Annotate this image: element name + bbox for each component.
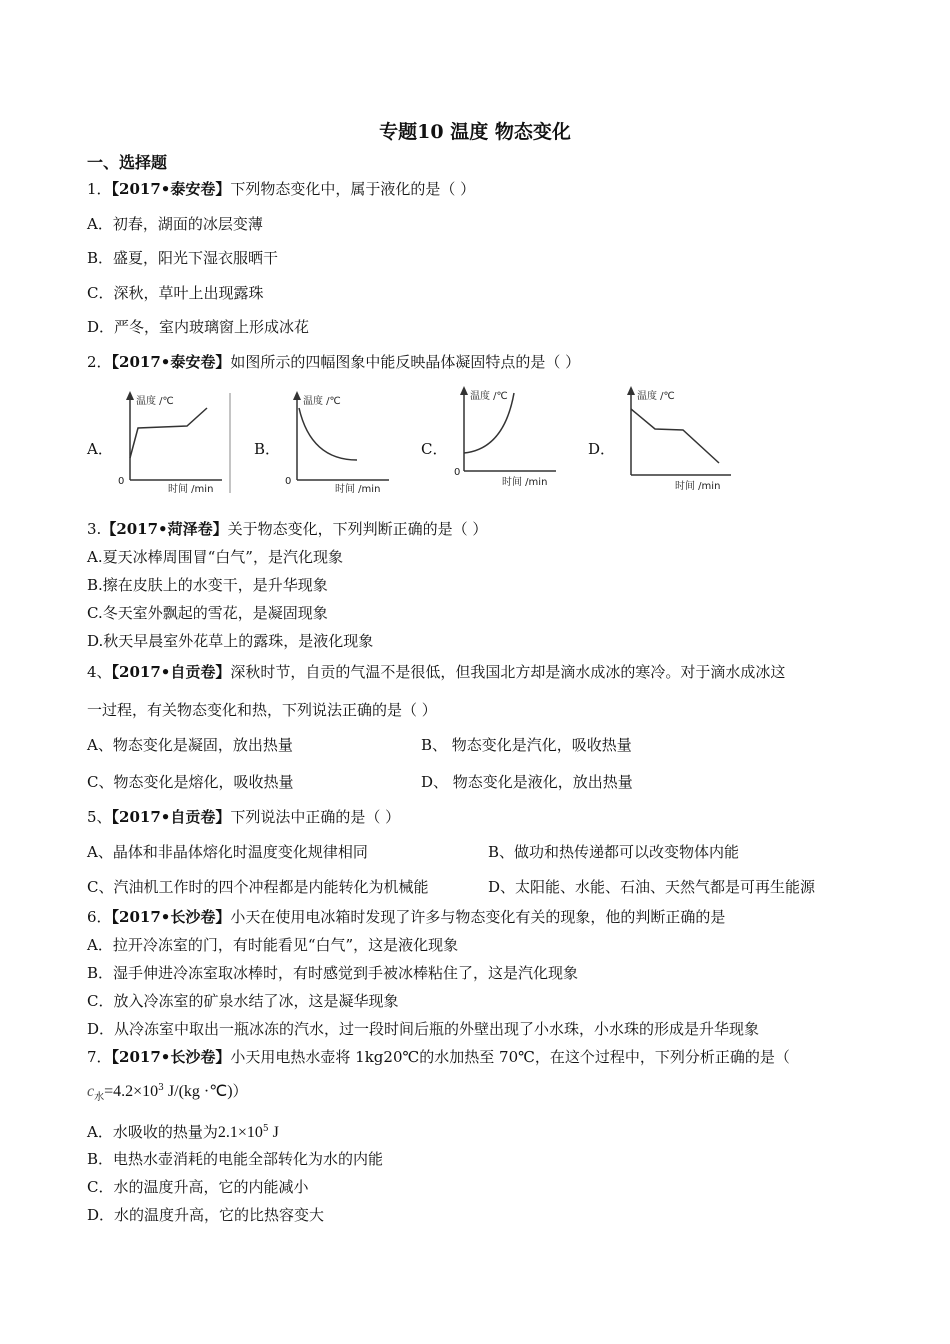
question-6-option-c: C．放入冷冻室的矿泉水结了冰，这是凝华现象 (87, 992, 399, 1010)
question-3-option-a: A.夏天冰棒周围冒“白气”，是汽化现象 (87, 548, 343, 566)
svg-text:温度 /℃: 温度 /℃ (136, 396, 174, 407)
question-2-stem: 2．【2017•泰安卷】如图所示的四幅图象中能反映晶体凝固特点的是（ ） (87, 353, 581, 371)
question-4-option-d: D、 物态变化是液化，放出热量 (421, 773, 633, 791)
question-5-stem: 5、【2017•自贡卷】下列说法中正确的是（ ） (87, 808, 401, 826)
question-4-stem: 4、【2017•自贡卷】深秋时节，自贡的气温不是很低，但我国北方却是滴水成冰的寒冷。对于滴水成冰这 (87, 663, 786, 681)
question-1-option-b: B．盛夏，阳光下湿衣服晒干 (87, 249, 279, 267)
svg-text:0: 0 (285, 476, 292, 487)
question-1-stem: 1．【2017•泰安卷】下列物态变化中，属于液化的是（ ） (87, 180, 476, 198)
question-3-stem: 3.【2017•菏泽卷】关于物态变化，下列判断正确的是（ ） (87, 520, 488, 538)
question-7-option-d: D．水的温度升高，它的比热容变大 (87, 1206, 325, 1224)
graph-b (279, 388, 399, 498)
svg-text:0: 0 (118, 476, 125, 487)
question-5-option-c: C、汽油机工作时的四个冲程都是内能转化为机械能 (87, 878, 429, 896)
svg-text:时间 /min: 时间 /min (502, 477, 548, 488)
svg-text:时间 /min: 时间 /min (168, 484, 214, 495)
graph-a (112, 388, 232, 498)
svg-text:时间 /min: 时间 /min (675, 481, 721, 492)
question-7-stem: 7．【2017•长沙卷】小天用电热水壶将 1kg20℃的水加热至 70℃，在这个过程中，下列分析正确的是（ (87, 1048, 790, 1066)
question-6-option-d: D．从冷冻室中取出一瓶冰冻的汽水，过一段时间后瓶的外壁出现了小水珠，小水珠的形成是升华现象 (87, 1020, 760, 1038)
graph-d (613, 383, 738, 495)
question-4-option-a: A、物态变化是凝固，放出热量 (87, 736, 293, 754)
graph-d-label: D． (588, 440, 616, 458)
question-4-option-b: B、 物态变化是汽化，吸收热量 (421, 736, 632, 754)
svg-text:温度 /℃: 温度 /℃ (303, 396, 341, 407)
page-title: 专题10 温度 物态变化 (379, 121, 571, 143)
question-3-option-d: D.秋天早晨室外花草上的露珠，是液化现象 (87, 632, 374, 650)
svg-text:时间 /min: 时间 /min (335, 484, 381, 495)
question-7-option-a: A．水吸收的热量为$2.1\times 10^5$ J (87, 1123, 279, 1141)
question-6-option-a: A．拉开冷冻室的门，有时能看见“白气”，这是液化现象 (87, 936, 459, 954)
question-5-option-a: A、晶体和非晶体熔化时温度变化规律相同 (87, 843, 368, 861)
question-1-option-c: C．深秋，草叶上出现露珠 (87, 284, 264, 302)
question-6-stem: 6．【2017•长沙卷】小天在使用电冰箱时发现了许多与物态变化有关的现象，他的判断正确的是 (87, 908, 726, 926)
question-3-option-b: B.擦在皮肤上的水变干，是升华现象 (87, 576, 328, 594)
graph-a-label: A． (87, 440, 113, 458)
question-1-option-d: D．严冬，室内玻璃窗上形成冰花 (87, 318, 310, 336)
question-5-option-b: B、做功和热传递都可以改变物体内能 (488, 843, 740, 861)
graph-c-label: C． (421, 440, 448, 458)
question-7-option-c: C．水的温度升高，它的内能减小 (87, 1178, 309, 1196)
svg-text:温度 /℃: 温度 /℃ (470, 391, 508, 402)
question-7-option-b: B．电热水壶消耗的电能全部转化为水的内能 (87, 1150, 384, 1168)
graph-c (446, 383, 566, 493)
question-5-option-d: D、太阳能、水能、石油、天然气都是可再生能源 (488, 878, 816, 896)
section-heading: 一、选择题 (87, 153, 168, 172)
question-3-option-c: C.冬天室外飘起的雪花，是凝固现象 (87, 604, 328, 622)
svg-text:0: 0 (454, 467, 461, 478)
question-6-option-b: B．湿手伸进冷冻室取冰棒时，有时感觉到手被冰棒粘住了，这是汽化现象 (87, 964, 579, 982)
question-4-stem-continued: 一过程，有关物态变化和热，下列说法正确的是（ ） (87, 701, 437, 719)
svg-text:温度 /℃: 温度 /℃ (637, 391, 675, 402)
question-1-option-a: A．初春，湖面的冰层变薄 (87, 215, 263, 233)
graph-b-label: B． (254, 440, 281, 458)
question-7-formula: $c_水=4.2\times 10^3$ J/(kg ·℃)） (87, 1082, 248, 1103)
question-4-option-c: C、物态变化是熔化，吸收热量 (87, 773, 294, 791)
